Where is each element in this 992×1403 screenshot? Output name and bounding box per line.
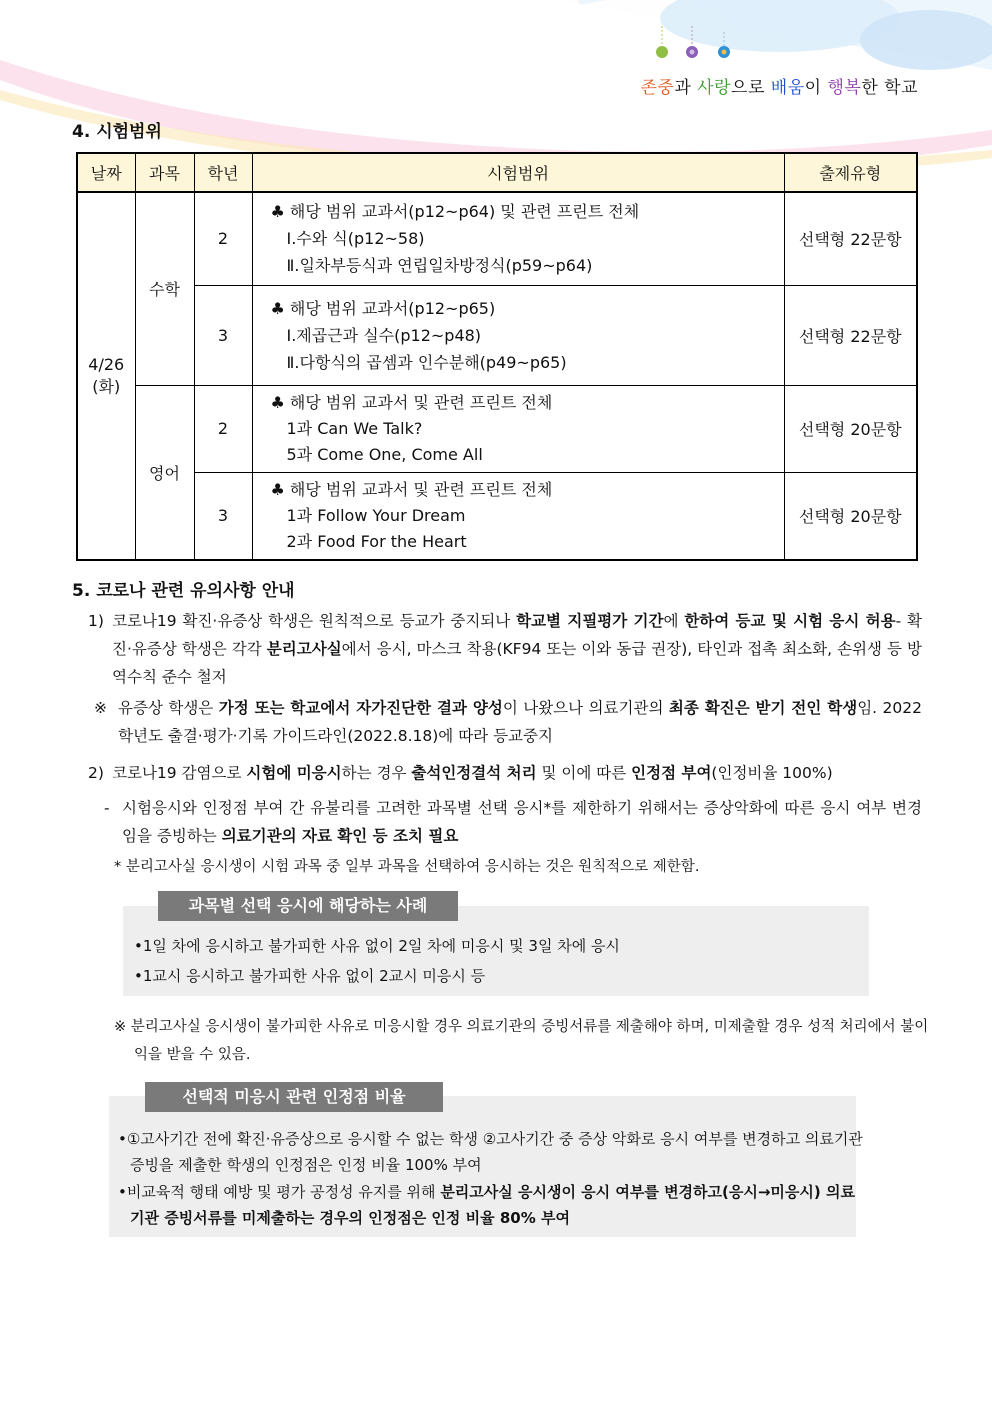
scope-cell bbox=[252, 192, 784, 285]
scope-cell bbox=[252, 472, 784, 560]
header-grade: 학년 bbox=[194, 153, 252, 192]
bold-run: 한하여 등교 및 시험 응시 허용 bbox=[684, 612, 896, 630]
text-run: •비교육적 행태 예방 및 평가 공정성 유지를 위해 bbox=[118, 1183, 441, 1201]
text-run: 코로나19 감염으로 bbox=[112, 764, 247, 782]
subject-cell: 수학 bbox=[135, 192, 194, 385]
section4-title: 4. 시험범위 bbox=[72, 122, 162, 142]
text-run: 에서 응시, 마스크 착용(KF94 또는 이와 동급 권장), 타인과 접촉 최소화, 손위생 등 방역수칙 준수 철저 bbox=[112, 640, 923, 686]
three-dots-icon bbox=[652, 26, 732, 62]
header-scope: 시험범위 bbox=[252, 153, 784, 192]
bold-run: 의료기관의 자료 확인 등 조치 필요 bbox=[221, 827, 459, 845]
motto-part: 으로 bbox=[731, 78, 771, 98]
scope-line: Ⅱ.다항식의 곱셈과 인수분해(p49~p65) bbox=[286, 352, 567, 372]
notice-note-1 bbox=[94, 694, 922, 750]
text-run: 시험응시와 인정점 부여 간 유불리를 고려한 과목별 선택 응시*를 제한하기 위해서는 증상악화에 따른 응시 여부 변경임을 증빙하는 bbox=[122, 799, 922, 845]
text-run: 유증상 학생은 bbox=[118, 699, 219, 717]
grade-cell: 3 bbox=[194, 472, 252, 560]
motto-part: 존중 bbox=[640, 78, 675, 98]
motto-part: 배움 bbox=[770, 78, 805, 98]
example-item: •1교시 응시하고 불가피한 사유 없이 2교시 미응시 등 bbox=[134, 967, 486, 985]
scope-line: 5과 Come One, Come All bbox=[286, 444, 483, 464]
motto-part: 사랑 bbox=[697, 78, 732, 98]
scope-line: 1과 Can We Talk? bbox=[286, 418, 423, 438]
text-run: (인정비율 100%) bbox=[711, 764, 833, 782]
notice-item-1 bbox=[88, 607, 922, 691]
bold-run: 시험에 미응시 bbox=[246, 764, 342, 782]
scope-line: ♣ 해당 범위 교과서(p12~p65) bbox=[270, 298, 496, 318]
note-mark: ※ bbox=[94, 699, 107, 717]
text-run: 하는 경우 bbox=[341, 764, 412, 782]
type-cell: 선택형 22문항 bbox=[784, 285, 917, 385]
notice-note-2: ※ 분리고사실 응시생이 불가피한 사유로 미응시할 경우 의료기관의 증빙서류를 제출해야 하며, 미제출할 경우 성적 처리에서 불이익을 받을 수 있음. bbox=[114, 1019, 929, 1063]
type-cell: 선택형 22문항 bbox=[784, 192, 917, 285]
text-run: 임. 2022학년도 출결·평가·기록 가이드라인(2022.8.18)에 따라 등교중지 bbox=[118, 699, 922, 745]
header-type: 출제유형 bbox=[784, 153, 917, 192]
example-box-title: 과목별 선택 응시에 해당하는 사례 bbox=[158, 891, 458, 921]
subject-cell: 영어 bbox=[135, 385, 194, 560]
type-cell: 선택형 20문항 bbox=[784, 385, 917, 472]
text-run: - 확진·유증상 학생은 각각 bbox=[112, 612, 922, 658]
motto-part: 한 학교 bbox=[861, 78, 918, 98]
bold-run: 학교별 지필평가 기간 bbox=[516, 612, 664, 630]
ratio-item bbox=[118, 1179, 866, 1231]
text-run: 코로나19 확진·유증상 학생은 원칙적으로 등교가 중지되나 bbox=[112, 612, 517, 630]
bold-run: 인정점 부여 bbox=[631, 764, 712, 782]
scope-line: ♣ 해당 범위 교과서(p12~p64) 및 관련 프린트 전체 bbox=[270, 202, 640, 222]
bold-run: 분리고사실 응시생이 응시 여부를 변경하고(응시→미응시) 의료기관 증빙서류를 미제출하는 경우의 인정점은 인정 비율 80% 부여 bbox=[130, 1183, 855, 1227]
exam-day: (화) bbox=[92, 376, 121, 396]
type-cell: 선택형 20문항 bbox=[784, 472, 917, 560]
text-run: 이 나왔으나 의료기관의 bbox=[502, 699, 669, 717]
grade-cell: 2 bbox=[194, 192, 252, 285]
bold-run: 가정 또는 학교에서 자가진단한 결과 양성 bbox=[218, 699, 503, 717]
scope-line: Ⅰ.수와 식(p12~58) bbox=[286, 229, 425, 249]
table-row bbox=[77, 472, 917, 560]
table-row bbox=[77, 192, 917, 285]
header-date: 날짜 bbox=[77, 153, 135, 192]
scope-cell bbox=[252, 385, 784, 472]
grade-cell: 3 bbox=[194, 285, 252, 385]
scope-cell bbox=[252, 285, 784, 385]
bold-run: 최종 확진은 받기 전인 학생 bbox=[668, 699, 858, 717]
table-row bbox=[77, 285, 917, 385]
table-row bbox=[77, 385, 917, 472]
star-note: * 분리고사실 응시생이 시험 과목 중 일부 과목을 선택하여 응시하는 것은 원칙적으로 제한함. bbox=[114, 859, 700, 875]
scope-line: Ⅱ.일차부등식과 연립일차방정식(p59~p64) bbox=[286, 256, 593, 276]
exam-range-table bbox=[76, 152, 918, 561]
motto-part: 행복 bbox=[827, 78, 862, 98]
header-subject: 과목 bbox=[135, 153, 194, 192]
text-run: 및 이에 따른 bbox=[536, 764, 632, 782]
notice-item-2 bbox=[88, 759, 922, 787]
text-run: 에 bbox=[663, 612, 685, 630]
table-header-row bbox=[77, 153, 917, 192]
motto-part: 과 bbox=[674, 78, 698, 98]
date-cell bbox=[77, 192, 135, 560]
scope-line: 1과 Follow Your Dream bbox=[286, 505, 466, 525]
section5-title: 5. 코로나 관련 유의사항 안내 bbox=[72, 581, 295, 601]
motto-part: 이 bbox=[804, 78, 828, 98]
scope-line: 2과 Food For the Heart bbox=[286, 531, 467, 551]
scope-line: ♣ 해당 범위 교과서 및 관련 프린트 전체 bbox=[270, 392, 553, 412]
scope-line: ♣ 해당 범위 교과서 및 관련 프린트 전체 bbox=[270, 479, 553, 499]
grade-cell: 2 bbox=[194, 385, 252, 472]
notice-dash bbox=[104, 794, 922, 850]
bold-run: 출석인정결석 처리 bbox=[411, 764, 537, 782]
ratio-item: •①고사기간 전에 확진·유증상으로 응시할 수 없는 학생 ②고사기간 중 증상 악화로 응시 여부를 변경하고 의료기관 증빙을 제출한 학생의 인정점은 인정 비율 100% 부여 bbox=[118, 1130, 863, 1174]
item-number: 1) bbox=[88, 612, 104, 630]
bold-run: 분리고사실 bbox=[266, 640, 342, 658]
ratio-box-title: 선택적 미응시 관련 인정점 비율 bbox=[145, 1082, 443, 1112]
dash-mark: - bbox=[104, 799, 110, 817]
item-number: 2) bbox=[88, 764, 104, 782]
example-item: •1일 차에 응시하고 불가피한 사유 없이 2일 차에 미응시 및 3일 차에 응시 bbox=[134, 937, 620, 955]
school-motto bbox=[640, 73, 918, 98]
scope-line: Ⅰ.제곱근과 실수(p12~p48) bbox=[286, 325, 482, 345]
exam-date: 4/26 bbox=[88, 354, 125, 374]
